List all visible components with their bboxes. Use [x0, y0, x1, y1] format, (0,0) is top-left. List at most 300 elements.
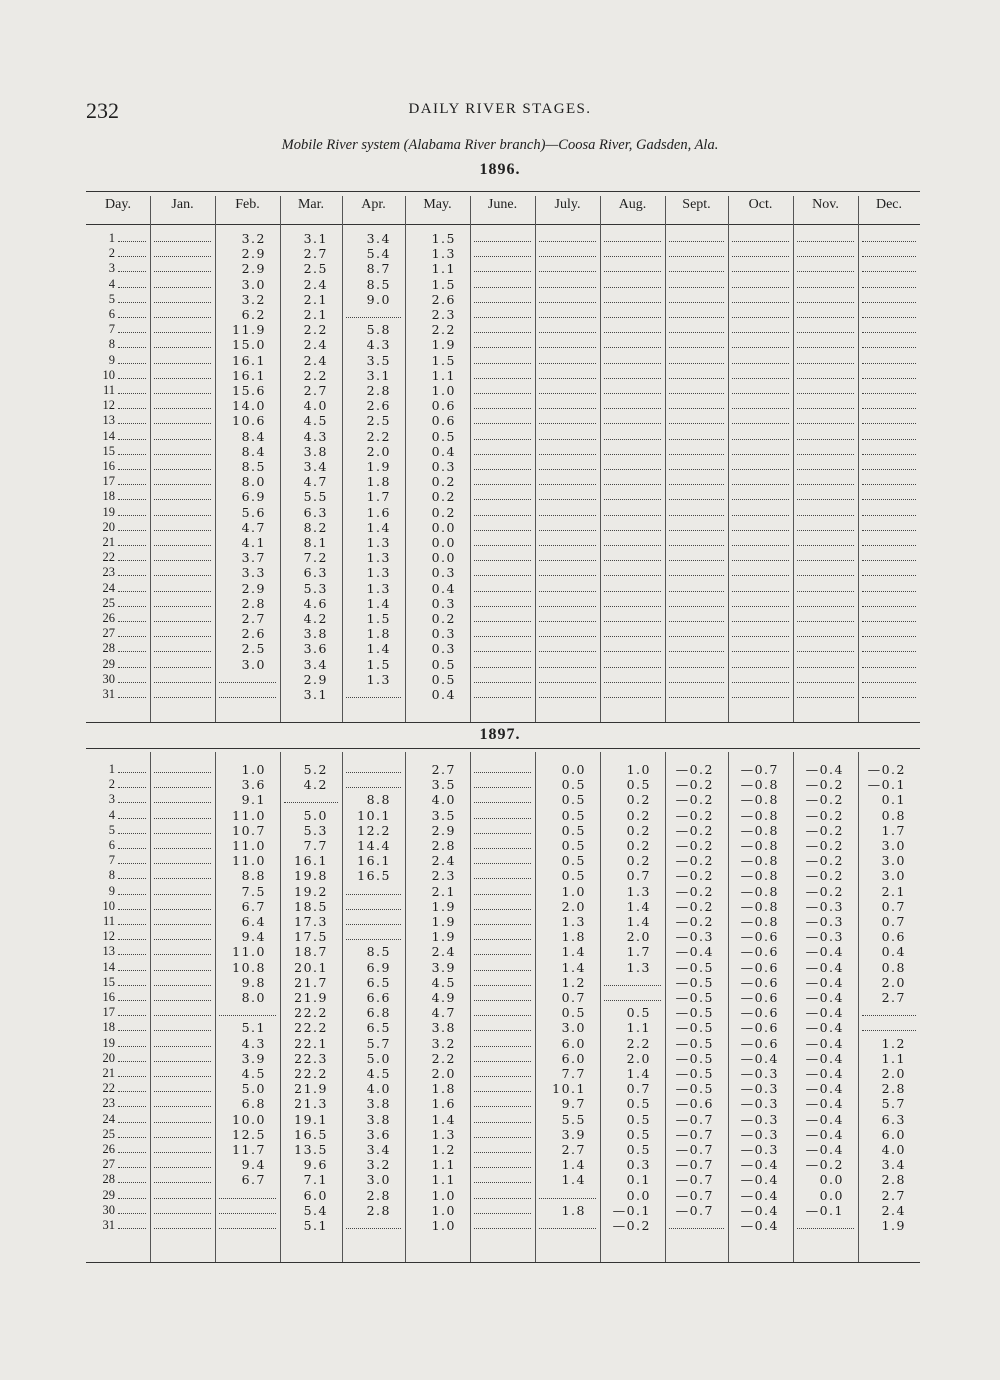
stage-value: —0.2	[675, 898, 714, 914]
empty-cell-dots	[604, 545, 661, 546]
empty-cell-dots	[474, 1182, 531, 1183]
day-label: 5	[108, 291, 115, 306]
stage-value: 1.1	[431, 1157, 456, 1173]
empty-cell-dots	[669, 575, 724, 576]
stage-value: 4.0	[431, 792, 456, 808]
empty-cell-dots	[604, 439, 661, 440]
stage-value: 22.3	[294, 1050, 328, 1066]
stage-value: 6.0	[303, 1187, 328, 1203]
stage-value: —0.4	[805, 1005, 844, 1021]
empty-cell-dots	[154, 954, 211, 955]
empty-cell-dots	[862, 378, 916, 379]
stage-value: 1.7	[626, 944, 651, 960]
empty-cell-dots	[539, 271, 596, 272]
day-label: 10	[102, 898, 115, 913]
stage-value: 6.6	[366, 990, 391, 1005]
stage-value: —0.2	[675, 822, 714, 838]
day-label: 22	[102, 550, 115, 565]
leader-dots	[118, 1000, 146, 1001]
stage-value: —0.5	[675, 1066, 714, 1081]
day-label: 12	[102, 398, 115, 413]
day-label: 15	[102, 443, 115, 458]
column-header-july: July.	[554, 197, 581, 212]
empty-cell-dots	[154, 682, 211, 683]
page-number: 232	[86, 98, 119, 123]
day-label: 28	[102, 641, 115, 656]
stage-value: 1.3	[626, 883, 651, 899]
empty-cell-dots	[797, 651, 854, 652]
empty-cell-dots	[732, 393, 789, 394]
stage-value: 1.7	[881, 822, 906, 838]
empty-cell-dots	[154, 560, 211, 561]
empty-cell-dots	[346, 1228, 401, 1229]
empty-cell-dots	[154, 408, 211, 409]
stage-value: 6.5	[366, 974, 391, 990]
stage-value: 2.4	[431, 944, 456, 960]
empty-cell-dots	[604, 423, 661, 424]
stage-value: 3.6	[303, 641, 328, 657]
stage-value: —0.4	[805, 1066, 844, 1081]
stage-value: 6.0	[561, 1050, 586, 1066]
day-label: 30	[102, 1202, 115, 1217]
stage-value: 8.4	[241, 428, 266, 444]
stage-value: 0.7	[626, 868, 651, 884]
stage-value: —0.1	[612, 1202, 651, 1218]
stage-value: 0.5	[626, 1126, 651, 1142]
stage-value: 0.5	[561, 822, 586, 838]
stage-value: 2.2	[303, 322, 328, 338]
leader-dots	[118, 499, 146, 500]
stage-value: 3.1	[366, 367, 391, 383]
stage-value: 3.6	[241, 777, 266, 793]
stage-value: 3.0	[881, 838, 906, 853]
empty-cell-dots	[604, 651, 661, 652]
stage-value: 1.5	[431, 352, 456, 368]
stage-value: 0.5	[431, 671, 456, 687]
empty-cell-dots	[539, 302, 596, 303]
empty-cell-dots	[154, 1213, 211, 1214]
empty-cell-dots	[797, 317, 854, 318]
stage-value: 1.3	[366, 580, 391, 596]
table-top-rule	[86, 191, 920, 192]
stage-value: 5.7	[881, 1096, 906, 1112]
empty-cell-dots	[474, 878, 531, 879]
stage-value: 1.3	[366, 535, 391, 550]
stage-value: 3.9	[561, 1126, 586, 1142]
leader-dots	[118, 939, 146, 940]
empty-cell-dots	[154, 697, 211, 698]
empty-cell-dots	[154, 454, 211, 455]
leader-dots	[118, 1213, 146, 1214]
day-label: 23	[102, 565, 115, 580]
empty-cell-dots	[219, 697, 276, 698]
stage-value: 10.7	[232, 822, 266, 838]
leader-dots	[118, 317, 146, 318]
stage-value: 9.7	[561, 1096, 586, 1112]
empty-cell-dots	[474, 347, 531, 348]
day-label: 1	[108, 762, 115, 776]
stage-value: 0.0	[819, 1187, 844, 1203]
stage-value: —0.7	[675, 1187, 714, 1203]
stage-value: 1.3	[366, 671, 391, 687]
stage-value: —0.4	[740, 1218, 779, 1233]
day-label: 26	[102, 611, 115, 625]
empty-cell-dots	[732, 636, 789, 637]
leader-dots	[118, 1076, 146, 1077]
leader-dots	[118, 256, 146, 257]
leader-dots	[118, 530, 146, 531]
stage-value: 3.0	[241, 656, 266, 672]
leader-dots	[118, 772, 146, 773]
stage-value: 2.2	[626, 1035, 651, 1051]
empty-cell-dots	[604, 378, 661, 379]
empty-cell-dots	[862, 682, 916, 683]
table-subtitle: Mobile River system (Alabama River branch)—Coosa River, Gadsden, Ala.	[281, 137, 719, 153]
column-header-oct: Oct.	[748, 197, 773, 212]
stage-value: —0.5	[675, 1020, 714, 1036]
stage-value: 6.4	[241, 914, 266, 929]
empty-cell-dots	[474, 697, 531, 698]
stage-value: —0.2	[675, 762, 714, 777]
day-label: 26	[102, 1142, 115, 1156]
leader-dots	[118, 302, 146, 303]
day-label: 29	[102, 656, 115, 671]
stage-value: —0.2	[675, 838, 714, 853]
stage-value: 5.0	[241, 1081, 266, 1097]
stage-value: 1.4	[561, 959, 586, 975]
stage-value: —0.2	[675, 853, 714, 869]
empty-cell-dots	[474, 1030, 531, 1031]
day-label: 21	[102, 535, 115, 549]
empty-cell-dots	[154, 970, 211, 971]
stage-value: 2.0	[881, 974, 906, 990]
stage-value: —0.7	[675, 1157, 714, 1173]
stage-value: 6.0	[561, 1035, 586, 1051]
stage-value: 2.7	[303, 246, 328, 262]
stage-value: —0.4	[805, 1050, 844, 1066]
empty-cell-dots	[539, 591, 596, 592]
stage-value: 17.5	[294, 929, 328, 945]
empty-cell-dots	[474, 970, 531, 971]
stage-value: 1.8	[561, 1202, 586, 1218]
empty-cell-dots	[862, 408, 916, 409]
empty-cell-dots	[474, 1000, 531, 1001]
stage-value: 5.8	[366, 322, 391, 338]
stage-value: 1.9	[431, 898, 456, 914]
stage-value: 4.5	[303, 413, 328, 429]
stage-value: 16.1	[357, 853, 391, 869]
empty-cell-dots	[474, 454, 531, 455]
stage-value: —0.4	[805, 1111, 844, 1127]
empty-cell-dots	[732, 682, 789, 683]
stage-value: —0.6	[675, 1096, 714, 1112]
stage-value: 4.0	[881, 1142, 906, 1157]
stage-value: 8.8	[241, 868, 266, 884]
stage-value: 0.5	[626, 1142, 651, 1157]
empty-cell-dots	[862, 439, 916, 440]
empty-cell-dots	[346, 787, 401, 788]
stage-value: —0.2	[675, 807, 714, 823]
stage-value: 2.0	[626, 1050, 651, 1066]
empty-cell-dots	[669, 667, 724, 668]
empty-cell-dots	[732, 575, 789, 576]
stage-value: —0.2	[805, 777, 844, 793]
stage-value: 5.5	[303, 489, 328, 505]
stage-value: 3.6	[366, 1126, 391, 1142]
stage-value: 1.8	[431, 1081, 456, 1097]
stage-value: 1.8	[366, 626, 391, 642]
stage-value: 21.7	[294, 974, 328, 990]
leader-dots	[118, 1046, 146, 1047]
stage-value: —0.4	[805, 1035, 844, 1051]
stage-value: 0.1	[626, 1172, 651, 1188]
empty-cell-dots	[797, 241, 854, 242]
empty-cell-dots	[474, 515, 531, 516]
empty-cell-dots	[604, 985, 661, 986]
stage-value: 0.0	[819, 1172, 844, 1188]
empty-cell-dots	[732, 651, 789, 652]
empty-cell-dots	[154, 787, 211, 788]
empty-cell-dots	[474, 954, 531, 955]
stage-value: —0.3	[740, 1066, 779, 1081]
empty-cell-dots	[154, 1182, 211, 1183]
leader-dots	[118, 636, 146, 637]
empty-cell-dots	[732, 408, 789, 409]
stage-value: 2.1	[431, 883, 456, 899]
stage-value: —0.4	[805, 959, 844, 975]
stage-value: 2.9	[431, 822, 456, 838]
stage-value: 2.0	[881, 1066, 906, 1081]
stage-value: 21.9	[294, 1081, 328, 1097]
empty-cell-dots	[732, 606, 789, 607]
empty-cell-dots	[862, 469, 916, 470]
stage-value: 3.2	[241, 231, 266, 246]
stage-value: 1.4	[366, 641, 391, 657]
stage-value: 3.4	[366, 231, 391, 246]
stage-value: 3.9	[241, 1050, 266, 1066]
stage-value: 0.2	[431, 611, 456, 626]
empty-cell-dots	[474, 894, 531, 895]
empty-cell-dots	[862, 499, 916, 500]
empty-cell-dots	[474, 363, 531, 364]
stage-value: 0.5	[561, 807, 586, 823]
leader-dots	[118, 848, 146, 849]
stage-value: —0.2	[612, 1218, 651, 1233]
empty-cell-dots	[474, 560, 531, 561]
empty-cell-dots	[154, 1122, 211, 1123]
stage-value: 6.5	[366, 1020, 391, 1036]
running-title: DAILY RIVER STAGES.	[408, 101, 592, 117]
empty-cell-dots	[154, 302, 211, 303]
column-divider	[728, 196, 729, 722]
stage-value: —0.2	[805, 822, 844, 838]
empty-cell-dots	[669, 241, 724, 242]
empty-cell-dots	[474, 1061, 531, 1062]
empty-cell-dots	[732, 287, 789, 288]
leader-dots	[118, 408, 146, 409]
stage-value: 2.2	[431, 322, 456, 338]
stage-value: 19.8	[294, 868, 328, 884]
stage-value: 4.3	[303, 428, 328, 444]
day-label: 18	[102, 489, 115, 504]
empty-cell-dots	[154, 1137, 211, 1138]
stage-value: 1.3	[366, 565, 391, 581]
day-label: 27	[102, 1157, 115, 1172]
stage-value: 1.8	[366, 474, 391, 490]
stage-value: 15.6	[232, 383, 266, 398]
stage-value: —0.3	[805, 898, 844, 914]
stage-value: 2.1	[303, 291, 328, 307]
stage-value: —0.2	[675, 914, 714, 929]
empty-cell-dots	[539, 241, 596, 242]
stage-value: 0.3	[431, 565, 456, 581]
day-label: 13	[102, 413, 115, 428]
empty-cell-dots	[732, 423, 789, 424]
empty-cell-dots	[154, 863, 211, 864]
empty-cell-dots	[604, 606, 661, 607]
stage-value: —0.8	[740, 777, 779, 793]
stage-value: 0.5	[626, 1005, 651, 1021]
empty-cell-dots	[474, 909, 531, 910]
empty-cell-dots	[604, 241, 661, 242]
empty-cell-dots	[474, 818, 531, 819]
stage-value: 10.1	[357, 807, 391, 823]
empty-cell-dots	[474, 772, 531, 773]
stage-value: —0.4	[675, 944, 714, 960]
empty-cell-dots	[154, 909, 211, 910]
leader-dots	[118, 575, 146, 576]
stage-value: —0.4	[805, 974, 844, 990]
stage-value: 17.3	[294, 914, 328, 929]
empty-cell-dots	[474, 1137, 531, 1138]
empty-cell-dots	[604, 302, 661, 303]
stage-value: 4.0	[366, 1081, 391, 1097]
stage-value: 2.7	[881, 1187, 906, 1203]
stage-value: —0.8	[740, 883, 779, 899]
stage-value: —0.4	[805, 1142, 844, 1157]
stage-value: 5.2	[303, 762, 328, 777]
stage-value: 1.2	[431, 1142, 456, 1157]
empty-cell-dots	[539, 636, 596, 637]
empty-cell-dots	[669, 515, 724, 516]
empty-cell-dots	[154, 985, 211, 986]
stage-value: 2.7	[241, 611, 266, 626]
stage-value: —0.7	[675, 1142, 714, 1157]
stage-value: 1.3	[431, 246, 456, 262]
stage-value: —0.6	[740, 1020, 779, 1036]
stage-value: 1.1	[881, 1050, 906, 1066]
stage-value: 1.4	[561, 1172, 586, 1188]
empty-cell-dots	[669, 317, 724, 318]
empty-cell-dots	[474, 848, 531, 849]
stage-value: —0.2	[675, 792, 714, 808]
empty-cell-dots	[732, 560, 789, 561]
stage-value: 5.4	[366, 246, 391, 262]
stage-value: 4.5	[431, 974, 456, 990]
stage-value: 1.7	[366, 489, 391, 505]
stage-value: —0.4	[805, 762, 844, 777]
empty-cell-dots	[284, 802, 338, 803]
leader-dots	[118, 363, 146, 364]
empty-cell-dots	[732, 439, 789, 440]
empty-cell-dots	[797, 667, 854, 668]
column-divider	[665, 196, 666, 722]
empty-cell-dots	[154, 515, 211, 516]
stage-value: 20.1	[294, 959, 328, 975]
empty-cell-dots	[474, 302, 531, 303]
empty-cell-dots	[797, 621, 854, 622]
empty-cell-dots	[669, 682, 724, 683]
stage-value: 1.5	[431, 276, 456, 292]
empty-cell-dots	[154, 1091, 211, 1092]
stage-value: 1.6	[431, 1096, 456, 1112]
stage-value: 1.1	[431, 367, 456, 383]
stage-value: 18.7	[294, 944, 328, 960]
stage-value: 1.4	[431, 1111, 456, 1127]
stage-value: 3.5	[431, 807, 456, 823]
stage-value: 3.4	[303, 656, 328, 672]
empty-cell-dots	[154, 530, 211, 531]
stage-value: 0.6	[431, 413, 456, 429]
stage-value: 3.5	[431, 777, 456, 793]
leader-dots	[118, 347, 146, 348]
empty-cell-dots	[604, 363, 661, 364]
empty-cell-dots	[154, 393, 211, 394]
empty-cell-dots	[604, 575, 661, 576]
empty-cell-dots	[474, 423, 531, 424]
empty-cell-dots	[539, 530, 596, 531]
empty-cell-dots	[474, 682, 531, 683]
stage-value: 2.8	[366, 1187, 391, 1203]
empty-cell-dots	[862, 1015, 916, 1016]
empty-cell-dots	[669, 347, 724, 348]
leader-dots	[118, 1152, 146, 1153]
empty-cell-dots	[154, 1198, 211, 1199]
empty-cell-dots	[862, 545, 916, 546]
stage-value: 11.0	[232, 944, 266, 960]
column-divider	[793, 196, 794, 722]
empty-cell-dots	[797, 423, 854, 424]
empty-cell-dots	[797, 347, 854, 348]
leader-dots	[118, 1182, 146, 1183]
stage-value: 2.8	[431, 838, 456, 853]
stage-value: 6.8	[366, 1005, 391, 1021]
empty-cell-dots	[346, 909, 401, 910]
empty-cell-dots	[797, 439, 854, 440]
stage-value: 3.1	[303, 687, 328, 702]
stage-value: —0.4	[805, 1081, 844, 1097]
stage-value: —0.1	[805, 1202, 844, 1218]
stage-value: 1.1	[431, 261, 456, 277]
empty-cell-dots	[539, 515, 596, 516]
leader-dots	[118, 1198, 146, 1199]
empty-cell-dots	[797, 591, 854, 592]
stage-value: 0.3	[431, 595, 456, 611]
empty-cell-dots	[732, 667, 789, 668]
empty-cell-dots	[862, 530, 916, 531]
empty-cell-dots	[154, 848, 211, 849]
stage-value: 3.9	[431, 959, 456, 975]
empty-cell-dots	[154, 378, 211, 379]
day-label: 6	[108, 838, 115, 852]
stage-value: 10.6	[232, 413, 266, 429]
day-label: 20	[102, 519, 115, 534]
stage-value: 0.3	[626, 1157, 651, 1173]
stage-value: 0.2	[626, 838, 651, 853]
empty-cell-dots	[604, 271, 661, 272]
stage-value: 2.4	[303, 276, 328, 292]
stage-value: 0.5	[561, 868, 586, 884]
